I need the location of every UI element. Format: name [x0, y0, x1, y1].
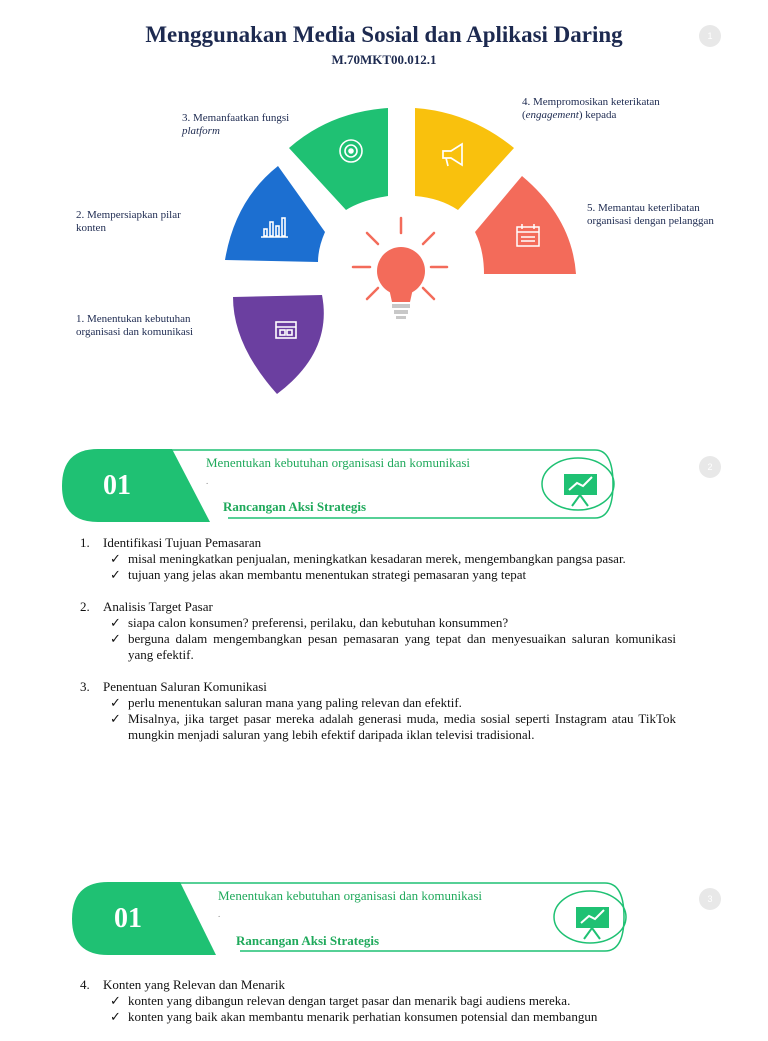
list-item: 3. Penentuan Saluran Komunikasi ✓ perlu menentukan saluran mana yang paling relevan dan efektif. ✓ Misalnya, jika target pasar mereka adalah generasi muda, media sosial seperti Instagram atau TikTok mungkin menjadi saluran yang lebih efektif daripada iklan televisi tradisional. — [80, 679, 676, 742]
item-title: Identifikasi Tujuan Pemasaran — [103, 535, 262, 550]
module-code: M.70MKT00.012.1 — [331, 52, 437, 67]
section-number: 01 — [114, 903, 142, 934]
check-icon: ✓ — [110, 567, 121, 582]
section-number: 01 — [103, 470, 131, 501]
item-title: Analisis Target Pasar — [103, 599, 213, 614]
check-icon: ✓ — [110, 695, 121, 710]
petal-diagram-svg — [0, 80, 768, 420]
petal-label-4: 4. Mempromosikan keterikatan (engagement) kepada — [522, 96, 660, 121]
section-dot: . — [218, 909, 221, 919]
section-2-list — [80, 977, 676, 1041]
page-number-badge: 3 — [699, 888, 721, 910]
presentation-chart-icon — [576, 907, 609, 939]
section-dot: . — [206, 476, 209, 486]
check-icon: ✓ — [110, 993, 121, 1008]
page-title: Menggunakan Media Sosial dan Aplikasi Daring — [145, 22, 623, 47]
section-subheading: Rancangan Aksi Strategis — [223, 499, 367, 514]
presentation-chart-icon — [564, 474, 597, 506]
list-item: 2. Analisis Target Pasar ✓ siapa calon konsumen? preferensi, perilaku, dan kebutuhan konsummen? ✓ berguna dalam mengembangkan pesan pemasaran yang tepat dan menyesuaikan saluran komunikasi yang efektif. — [80, 599, 676, 662]
list-item: 4. Konten yang Relevan dan Menarik ✓ konten yang dibangun relevan dengan target pasar dan menarik bagi audiens mereka. ✓ konten yang baik akan membantu menarik perhatian konsumen potensial dan membangun — [80, 977, 598, 1024]
petal-label-1: 1. Menentukan kebutuhan organisasi dan komunikasi — [76, 313, 194, 338]
section-heading: Menentukan kebutuhan organisasi dan komunikasi — [206, 455, 471, 470]
petal-2 — [225, 166, 325, 262]
petal-label-3: 3. Memanfaatkan fungsi platform — [182, 112, 290, 137]
section-heading: Menentukan kebutuhan organisasi dan komunikasi — [218, 888, 483, 903]
item-title: Konten yang Relevan dan Menarik — [103, 977, 285, 992]
check-icon: ✓ — [110, 711, 121, 726]
petal-label-2: 2. Mempersiapkan pilar konten — [76, 209, 181, 234]
check-icon: ✓ — [110, 615, 121, 630]
page-number-badge: 1 — [699, 25, 721, 47]
item-title: Penentuan Saluran Komunikasi — [103, 679, 267, 694]
petal-label-5: 5. Memantau keterlibatan organisasi dengan pelanggan — [587, 202, 714, 227]
list-item: 1. Identifikasi Tujuan Pemasaran ✓ misal meningkatkan penjualan, meningkatkan kesadaran merek, mengembangkan pangsa pasar. ✓ tujuan yang jelas akan membantu menentukan strategi pemasaran yang tepat — [80, 535, 626, 582]
section-banner-2 — [0, 879, 768, 969]
petal-1 — [233, 295, 324, 394]
petal-5 — [475, 176, 576, 274]
section-subheading: Rancangan Aksi Strategis — [236, 933, 380, 948]
page-number-badge: 2 — [699, 456, 721, 478]
check-icon: ✓ — [110, 631, 121, 646]
check-icon: ✓ — [110, 551, 121, 566]
strategy-petal-diagram — [0, 80, 768, 420]
petal-4 — [415, 108, 514, 210]
section-1-list — [80, 535, 676, 759]
check-icon: ✓ — [110, 1009, 121, 1024]
section-banner-1 — [0, 446, 768, 536]
